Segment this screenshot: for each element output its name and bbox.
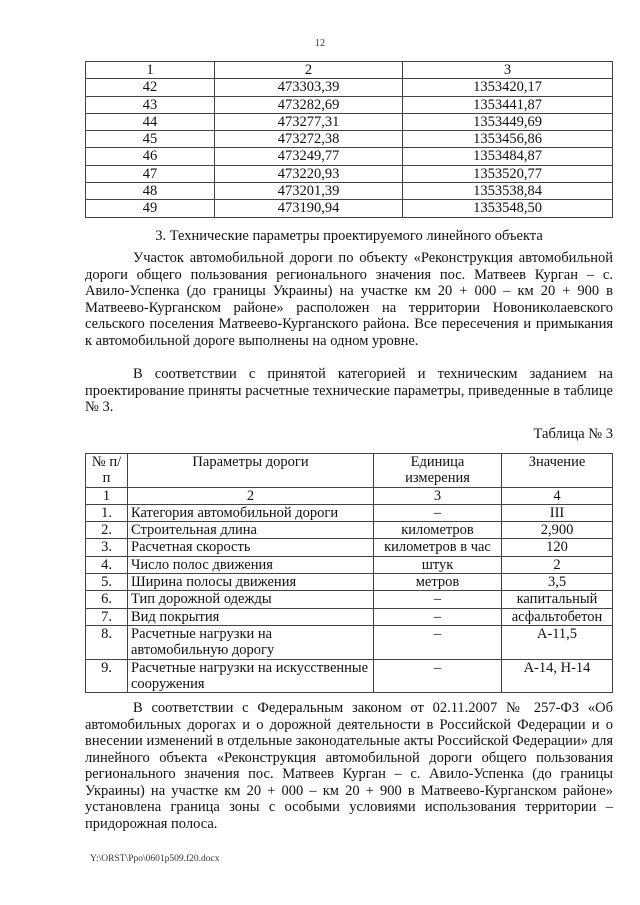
param-name: Расчетные нагрузки на автомобильную дорогу: [128, 625, 374, 659]
param-unit: километров в час: [374, 539, 502, 556]
y-coordinate: 1353420,17: [403, 79, 613, 96]
param-value: А-11,5: [502, 625, 613, 659]
x-coordinate: 473249,77: [215, 148, 403, 165]
y-coordinate: 1353520,77: [403, 165, 613, 182]
column-number: 3: [374, 487, 502, 504]
table-caption: Таблица № 3: [533, 426, 613, 442]
point-number: 44: [86, 113, 215, 130]
y-coordinate: 1353538,84: [403, 183, 613, 200]
y-coordinate: 1353441,87: [403, 96, 613, 113]
param-name: Число полос движения: [128, 556, 374, 573]
point-number: 47: [86, 165, 215, 182]
table-row: [86, 183, 613, 200]
table-row: [86, 539, 613, 556]
param-name: Строительная длина: [128, 522, 374, 539]
column-number: 2: [128, 487, 374, 504]
row-number: 3.: [86, 539, 128, 556]
row-number: 8.: [86, 625, 128, 659]
coordinates-table: [85, 61, 613, 218]
row-number: 9.: [86, 659, 128, 693]
y-coordinate: 1353456,86: [403, 131, 613, 148]
column-number: 4: [502, 487, 613, 504]
table-row: [86, 591, 613, 608]
table-row: [86, 504, 613, 521]
row-number: 6.: [86, 591, 128, 608]
param-unit: –: [374, 504, 502, 521]
param-unit: –: [374, 591, 502, 608]
table-row: [86, 113, 613, 130]
header-param: Параметры дороги: [128, 454, 374, 488]
row-number: 1.: [86, 504, 128, 521]
point-number: 48: [86, 183, 215, 200]
param-value: асфальтобетон: [502, 608, 613, 625]
param-unit: –: [374, 608, 502, 625]
param-name: Тип дорожной одежды: [128, 591, 374, 608]
paragraph-federal-law: В соответствии с Федеральным законом от 02.11.2007 № 257-ФЗ «Об автомобильных дорогах и о дорожной деятельности в Российской Федерации и о внесении изменений в отдельные законодательные акты Российской Федерации» для линейного объекта «Реконструкция автомобильной дороги общего пользования регионального значения пос. Матвеев Курган – с. Авило-Успенка (до границы Украины) на участке км 20 + 000 – км 20 + 900 в Матвеево-Курганском районе» установлена граница зоны с особыми условиями использования территории – придорожная полоса.: [85, 700, 613, 832]
param-unit: километров: [374, 522, 502, 539]
table-row: [86, 131, 613, 148]
column-number: 3: [403, 62, 613, 79]
param-value: А-14, Н-14: [502, 659, 613, 693]
table-row: [86, 625, 613, 659]
header-value: Значение: [502, 454, 613, 488]
row-number: 4.: [86, 556, 128, 573]
param-unit: метров: [374, 574, 502, 591]
point-number: 43: [86, 96, 215, 113]
table-row: [86, 574, 613, 591]
point-number: 49: [86, 200, 215, 217]
param-value: 2,900: [502, 522, 613, 539]
param-name: Вид покрытия: [128, 608, 374, 625]
table-header-row: [86, 454, 613, 488]
y-coordinate: 1353484,87: [403, 148, 613, 165]
x-coordinate: 473220,93: [215, 165, 403, 182]
y-coordinate: 1353548,50: [403, 200, 613, 217]
column-number: 1: [86, 62, 215, 79]
table-row: [86, 522, 613, 539]
param-value: III: [502, 504, 613, 521]
x-coordinate: 473303,39: [215, 79, 403, 96]
column-number: 2: [215, 62, 403, 79]
table-row: [86, 556, 613, 573]
param-name: Расчетная скорость: [128, 539, 374, 556]
column-number: 1: [86, 487, 128, 504]
table-row: [86, 79, 613, 96]
table-row: [86, 148, 613, 165]
header-num: № п/п: [86, 454, 128, 488]
param-value: 120: [502, 539, 613, 556]
column-numbers-row: [86, 487, 613, 504]
x-coordinate: 473282,69: [215, 96, 403, 113]
paragraph-road-section: Участок автомобильной дороги по объекту «Реконструкция автомобильной дороги общего пользования регионального значения пос. Матвеев Курган – с. Авило-Успенка (до границы Украины) на участке км 20 + 000 – км 20 + 900 в Матвеево-Курганском районе» расположен на территории Новониколаевского сельского поселения Матвеево-Курганского района. Все пересечения и примыкания к автомобильной дороге выполнены на одном уровне.: [85, 250, 613, 349]
table-row: [86, 608, 613, 625]
table-row: [86, 96, 613, 113]
row-number: 2.: [86, 522, 128, 539]
param-value: 3,5: [502, 574, 613, 591]
x-coordinate: 473272,38: [215, 131, 403, 148]
param-name: Расчетные нагрузки на искусственные сооружения: [128, 659, 374, 693]
table-row: [86, 200, 613, 217]
y-coordinate: 1353449,69: [403, 113, 613, 130]
param-unit: –: [374, 659, 502, 693]
param-name: Категория автомобильной дороги: [128, 504, 374, 521]
table-row: [86, 165, 613, 182]
point-number: 46: [86, 148, 215, 165]
footer-file-path: Y:\ORST\Ppo\0601p509.f20.docx: [90, 854, 220, 864]
param-unit: штук: [374, 556, 502, 573]
param-value: 2: [502, 556, 613, 573]
section-heading: 3. Технические параметры проектируемого линейного объекта: [155, 228, 543, 244]
paragraph-parameters-intro: В соответствии с принятой категорией и техническим заданием на проектирование приняты расчетные технические параметры, приведенные в таблице № 3.: [85, 366, 613, 415]
point-number: 45: [86, 131, 215, 148]
table-row: [86, 659, 613, 693]
param-name: Ширина полосы движения: [128, 574, 374, 591]
x-coordinate: 473201,39: [215, 183, 403, 200]
header-unit: Единица измерения: [374, 454, 502, 488]
row-number: 7.: [86, 608, 128, 625]
road-parameters-table: [85, 453, 613, 693]
x-coordinate: 473277,31: [215, 113, 403, 130]
point-number: 42: [86, 79, 215, 96]
param-value: капитальный: [502, 591, 613, 608]
table-header-row: [86, 62, 613, 79]
row-number: 5.: [86, 574, 128, 591]
x-coordinate: 473190,94: [215, 200, 403, 217]
param-unit: –: [374, 625, 502, 659]
page-number: 12: [315, 38, 325, 49]
